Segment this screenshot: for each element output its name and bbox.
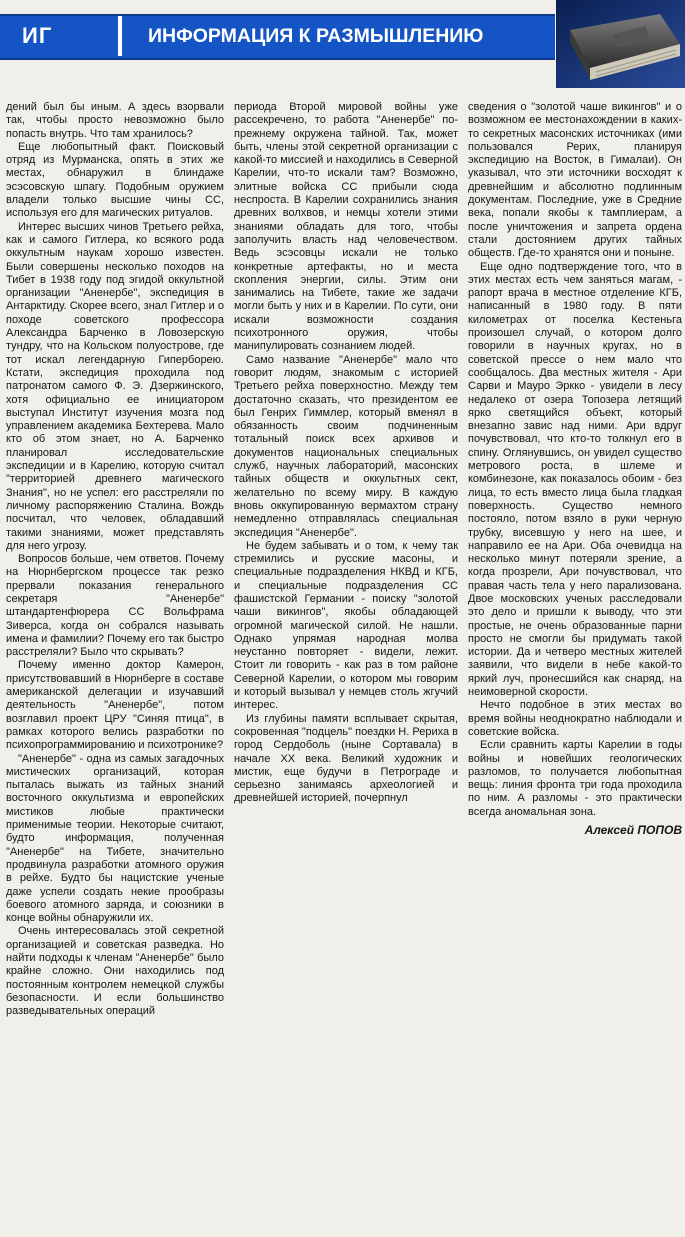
paragraph: Нечто подобное в этих местах во время войны неоднократно наблюдали и советские войска. — [468, 699, 682, 738]
article-column-2 — [234, 101, 458, 1233]
paragraph: Еще одно подтверждение того, что в этих местах есть чем заняться магам, - рапорт врача в местное отделение КГБ, написанный в 1980 году. В пяти километрах от поселка Кестеньга произошел случай, о котором долго говорили в научных кругах, но в советской прессе о нем мало что сообщалось. Два местных жителя - Ари Сарви и Мауро Эркко - увидели в лесу недалеко от озера Топозера летящий ярко светящийся объект, который внезапно завис над ними. Ари вдруг почувствовал, что кто-то толкнул его в спину. Оглянувшись, он увидел существо метрового роста, в шлеме и комбинезоне, как показалось обоим - без лица, то есть вместо лица была гладкая поверхность. Существо немного постояло, потом взяло в руки черную трубку, висевшую у него на шее, и направило ее на Ари. Оба очевидца на несколько минут потеряли зрение, а когда прозрели, Ари почувствовал, что правая часть тела у него парализована. Двое московских ученых расследовали это дело и пришли к выводу, что эти простые, не очень образованные парни просто не смогли бы придумать такой истории. Да и четверо местных жителей заявили, что видели в небе какой-то яркий луч, пронесшийся как снаряд, на неимоверной скорости. — [468, 260, 682, 699]
paragraph: "Аненербе" - одна из самых загадочных мистических организаций, которая пыталась выжать из тайных знаний восточного оккультизма и европейских мистиков любые практически применимые теории. Некоторые считают, будто информация, полученная "Аненербе" на Тибете, значительно продвинула разработки атомного оружия в рейхе. Будто бы нацистские ученые даже успели создать некие прообразы боевого атомного заряда, и союзники в конце войны обнаружили их. — [6, 752, 224, 925]
paragraph: Еще любопытный факт. Поисковый отряд из Мурманска, опять в этих же местах, обнаружил в блиндаже эсэсовскую шпагу. Подобным оружием владели только высшие чины СС, используя его для магических ритуалов. — [6, 140, 224, 220]
paragraph: Из глубины памяти всплывает скрытая, сокровенная "подцель" поездки Н. Рериха в город Сердоболь (ныне Сортавала) в начале XX века. Великий художник и мистик, еще будучи в Петрограде и серьезно занимаясь археологией и древнейшей историей, почерпнул — [234, 712, 458, 805]
paragraph: сведения о "золотой чаше викингов" и о возможном ее местонахождении в каких-то секретных масонских источниках (ими пользовался Рерих, планируя экспедицию на Восток, в Гималаи). Он указывал, что эти источники восходят к древнейшим и абсолютно подлинным документам. Последние, уже в Средние века, попали якобы к тамплиерам, а после уничтожения и запрета ордена стали достоянием других тайных обществ. Где-то хранятся они и поныне. — [468, 101, 682, 260]
paragraph: Если сравнить карты Карелии в годы войны и новейших геологических разломов, то получается любопытная вещь: линия фронта три года проходила по ним. А разломы - это практически всегда аномальная зона. — [468, 739, 682, 818]
section-title: ИНФОРМАЦИЯ К РАЗМЫШЛЕНИЮ — [148, 25, 484, 47]
paragraph: периода Второй мировой войны уже рассекречено, то работа "Аненербе" по-прежнему окружена тайной. Так, может быть, члены этой секретной организации с какой-то миссией и находились в Северной Карелии, что-то искали там? Возможно, элитные войска СС прибыли сюда неспроста. В Карелии сохранились знания древних волхвов, и немцы хотели этими знаниями обладать для того, чтобы заполучить власть над человечеством. Ведь эсэсовцы искали не только конкретные артефакты, но и места скопления энергии, силы. Этим они занимались на Тибете, такие же задачи могли быть у них и в Карелии. По сути, они искали возможности создания психотронного оружия, чтобы манипулировать сознанием людей. — [234, 101, 458, 353]
article-body — [6, 101, 682, 1233]
paragraph: Почему именно доктор Камерон, присутствовавший в Нюрнберге в составе американской делегации и изучавший деятельность "Аненербе", потом возглавил проект ЦРУ "Синяя птица", в рамках которого велись разработки по психопрограммированию и психотронике? — [6, 659, 224, 752]
section-header — [0, 0, 685, 88]
book-icon — [556, 0, 685, 88]
article-column-3 — [468, 101, 682, 1233]
author-signature: Алексей ПОПОВ — [584, 823, 682, 838]
paragraph: Не будем забывать и о том, к чему так стремились и русские масоны, и специальные подразделения НКВД и КГБ, и специальные подразделения СС фашистской Германии - поиску "золотой чаши викингов", якобы обладающей огромной магической силой. Не нашли. Однако упрямая народная молва неустанно повторяет - видели, лежит. Стоит ли говорить - как раз в том районе Северной Карелии, о котором мы говорим и который вызывал у немцев столь жгучий интерес. — [234, 539, 458, 712]
paragraph: Вопросов больше, чем ответов. Почему на Нюрнбергском процессе так резко прервали показания генерального секретаря "Аненербе" штандартенфюрера СС Вольфрама Зиверса, когда он собрался называть имена и фамилии? Почему его так быстро расстреляли? Было что скрывать? — [6, 553, 224, 659]
article-column-1 — [6, 101, 224, 1233]
paragraph: Очень интересовалась этой секретной организацией и советская разведка. Но найти подходы к членам "Аненербе" было крайне сложно. Они находились под постоянным контролем немецкой службы безопасности. И если большинство разведывательных операций — [6, 925, 224, 1018]
book-icon-graphic — [556, 0, 685, 88]
header-divider — [118, 16, 122, 56]
paragraph: дений был бы иным. А здесь взорвали так, чтобы просто невозможно было попасть внутрь. Что там хранилось? — [6, 101, 224, 140]
paragraph: Интерес высших чинов Третьего рейха, как и самого Гитлера, ко всякого рода оккультным наукам хорошо известен. Были совершены несколько походов на Тибет в 1938 году под эгидой оккультной организации "Аненербе", экспедиция в Антарктиду. Скорее всего, знал Гитлер и о походе советского профессора Александра Барченко в Ловозерскую тундру, что на Кольском полуострове, где тот искал легендарную Гиперборею. Кстати, экспедиция проходила под патронатом самого Ф. Э. Дзержинского, хотя официально ее инициатором выступал Институт изучения мозга под управлением академика Бехтерева. Мало кто об этом знает, но А. Барченко планировал исследовательские экспедиции и в Карелию, которую считал "территорией древнего магического Знания", но не успел: его расстреляли по личному распоряжению Сталина. Вождь посчитал, что человек, обладавший такими знаниями, может представлять для него угрозу. — [6, 220, 224, 552]
section-tag: ИГ — [22, 23, 53, 48]
paragraph: Само название "Аненербе" мало что говорит людям, знакомым с историей Третьего рейха поверхностно. Между тем достаточно сказать, что президентом ее был Генрих Гиммлер, который вменял в обязанность своим подчиненным тотальный поиск всех архивов и документов национальных специальных служб, научных лабораторий, масонских тайных обществ и оккультных сект, желательно по всему миру. В каждую вновь оккупированную вермахтом страну немедленно отправлялась специальная экспедиция "Аненербе". — [234, 353, 458, 539]
